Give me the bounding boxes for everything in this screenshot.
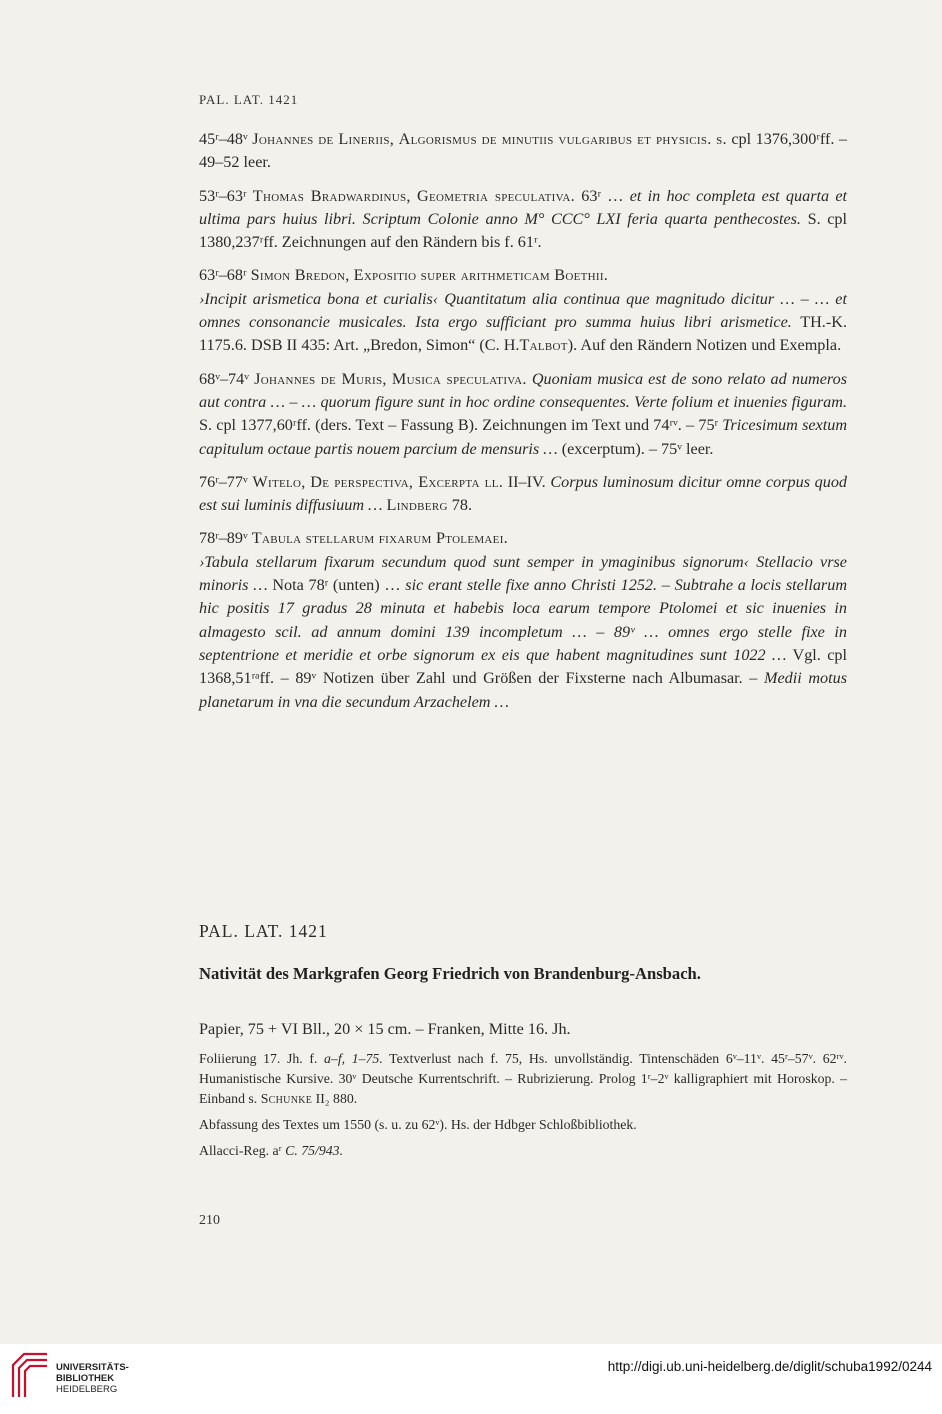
- entry-text-2: (excerptum). – 75ᵛ leer.: [561, 439, 714, 458]
- section-heading: Nativität des Markgrafen Georg Friedrich von Brandenburg-Ansbach.: [199, 964, 701, 983]
- entry-text: TH.-K. 1175.6. DSB II 435: Art. „Bredon, Simon“ (C. H.: [199, 313, 847, 355]
- author: Witelo,: [252, 472, 306, 491]
- folio-range: 78ʳ–89ᵛ: [199, 529, 248, 548]
- quotation-2: Tricesimum sextum capitulum octaue partis nouem parcium de mensuris …: [199, 416, 848, 458]
- folio-range: 63ʳ–68ʳ: [199, 266, 247, 285]
- foliation-body: Textverlust nach f. 75, Hs. unvollständig. Tintenschäden 6ᵛ–11ᵛ. 45ʳ–57ᵛ. 62ʳᵛ. Humanistische Kursive. 30ᵛ Deutsche Kurrentschrift. – Rubrizierung. Prolog 1ʳ–2ᵛ kalligraphiert mit Horoskop. – Einband s.: [199, 1051, 848, 1106]
- quotation: Quoniam musica est de sono relato ad numeros aut contra … – … quorum figure sunt in hoc ordine consequentes. Verte folium et inuenies figuram.: [199, 369, 848, 411]
- library-line-1: UNIVERSITÄTS-: [56, 1362, 129, 1373]
- author: Thomas Bradwardinus,: [252, 186, 411, 205]
- entry-text: cpl 1376,300ʳff. – 49–52 leer.: [199, 130, 847, 172]
- work-title: Tabula stellarum fixarum Ptolemaei.: [251, 529, 509, 548]
- section-shelfmark: PAL. LAT. 1421: [199, 921, 328, 941]
- allacci-ref: C. 75/943.: [285, 1143, 344, 1158]
- footer-bar: [0, 1344, 942, 1414]
- entry-text: S. cpl 1377,60ʳff. (ders. Text – Fassung B). Zeichnungen im Text und 74ʳᵛ. – 75ʳ: [199, 416, 719, 435]
- allacci-note: [199, 1141, 847, 1161]
- entry-ptolemaei: [199, 527, 847, 713]
- author: Johannes de Lineriis,: [252, 130, 395, 148]
- cited-author: Schunke: [260, 1091, 313, 1106]
- quotation: et in hoc completa est quarta et ultima pars huius libri. Scriptum Colonie anno M° CCC° LXI feria quarta penthecostes.: [199, 186, 848, 228]
- foliation-text: Foliierung 17. Jh. f.: [199, 1051, 318, 1066]
- source-url-link[interactable]: http://digi.ub.uni-heidelberg.de/diglit/schuba1992/0244: [607, 1359, 932, 1374]
- author: Johannes de Muris,: [254, 369, 387, 388]
- entry-text: S. cpl 1380,237ʳff. Zeichnungen auf den Rändern bis f. 61ʳ.: [199, 209, 847, 252]
- reference: s.: [716, 130, 727, 148]
- entry-text-2: ). Auf den Rändern Notizen und Exempla.: [567, 336, 842, 355]
- entry-text: 78.: [451, 496, 472, 515]
- quotation: ›Incipit arismetica bona et curialis‹ Quantitatum alia continua que magnitudo dicitur … – … et omnes consonancie musicales. Ista ergo sufficiant pro summa huius libri arismetice.: [199, 289, 847, 332]
- folio-range: 45ʳ–48ᵛ: [199, 130, 248, 148]
- entry-text-2: Vgl. cpl 1368,51ʳᵃff. – 89ᵛ Notizen über Zahl und Größen der Fixsterne nach Albumasar. –: [199, 645, 847, 688]
- entry-text: Nota 78ʳ (unten) …: [272, 576, 401, 595]
- work-title: De perspectiva, Excerpta ll.: [310, 472, 504, 491]
- work-title: Musica speculativa.: [391, 369, 527, 388]
- library-name: [56, 1362, 129, 1395]
- foliation-note: [199, 1049, 847, 1109]
- folio-range: 76ʳ–77ᵛ: [199, 472, 248, 491]
- folio-range: 53ʳ–63ʳ: [199, 186, 247, 205]
- folio-range: 68ᵛ–74ᵛ: [199, 369, 249, 388]
- cited-author: Lindberg: [386, 496, 448, 515]
- work-title: Expositio super arithmeticam Boethii.: [353, 266, 609, 285]
- library-logo-icon: [10, 1351, 50, 1399]
- quotation: Corpus luminosum dicitur omne corpus quod est sui luminis diffusiuum …: [199, 472, 848, 515]
- folio-ref: 63ʳ …: [581, 186, 624, 205]
- quotation-3: Medii motus planetarum in vna die secundum Arzachelem …: [199, 669, 847, 711]
- entry-witelo: [199, 471, 847, 518]
- allacci-text: Allacci-Reg. aʳ: [199, 1143, 282, 1158]
- composition-note: Abfassung des Textes um 1550 (s. u. zu 62ᵛ). Hs. der Hdbger Schloßbibliothek.: [199, 1117, 637, 1132]
- catalog-entries: [199, 128, 847, 724]
- author: Simon Bredon,: [250, 266, 350, 285]
- codicological-details: [199, 1049, 847, 1167]
- library-line-2: BIBLIOTHEK: [56, 1373, 115, 1384]
- entry-lineriis: [199, 128, 847, 175]
- page-number: 210: [199, 1213, 220, 1228]
- quotation: ›Tabula stellarum fixarum secundum quod sunt semper in ymaginibus signorum‹ Stellacio vrse minoris …: [199, 552, 847, 595]
- books: II–IV.: [507, 472, 546, 491]
- entry-muris: [199, 368, 847, 461]
- entry-bradwardinus: [199, 185, 847, 255]
- quotation-2: sic erant stelle fixe anno Christi 1252. – Subtrahe a locis stellarum hic positis 17 gradus 28 minuta et habebis loca earum tempore Ptolomei et sic inuenies in almagesto scil. ad annum domini 139 incompletum … – 89ᵛ … omnes ergo stelle fixe in septentrione et meridie et orbe signorum ex eis que habent magnitudines sunt 1022 …: [199, 576, 848, 664]
- work-title: Algorismus de minutiis vulgaribus et physicis.: [398, 130, 712, 148]
- running-head: PAL. LAT. 1421: [199, 92, 299, 107]
- entry-bredon: [199, 264, 847, 357]
- library-line-3: HEIDELBERG: [56, 1384, 118, 1395]
- foliation-range: a–f, 1–75.: [324, 1051, 383, 1066]
- foliation-end: II₂ 880.: [315, 1091, 358, 1106]
- physical-description: Papier, 75 + VI Bll., 20 × 15 cm. – Franken, Mitte 16. Jh.: [199, 1020, 571, 1038]
- cited-author: Talbot: [519, 336, 568, 355]
- work-title: Geometria speculativa.: [417, 186, 575, 205]
